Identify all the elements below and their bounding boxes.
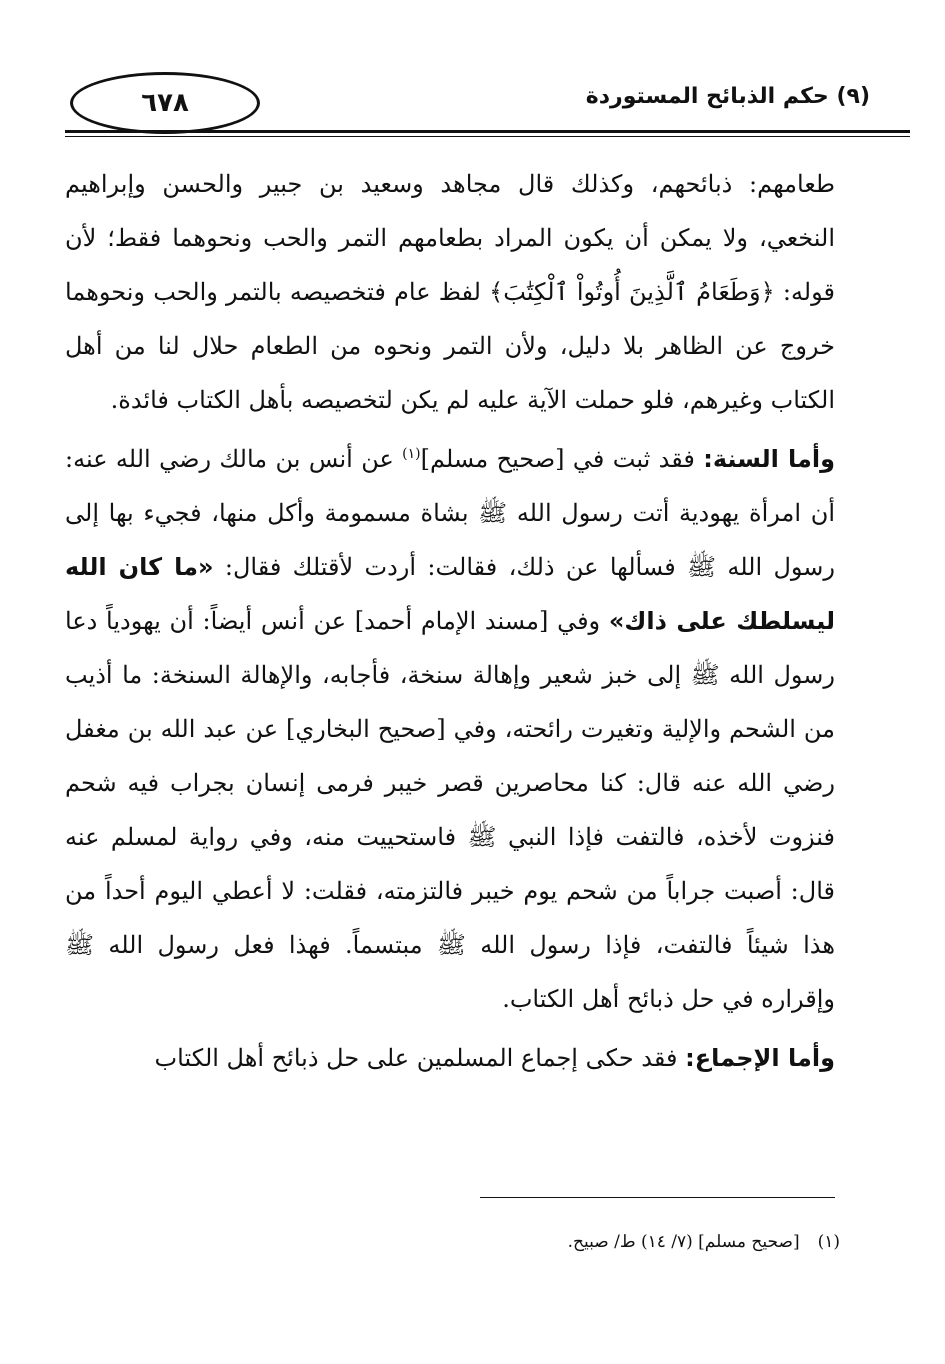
- paragraph-text: فقد ثبت في [صحيح مسلم]: [420, 445, 704, 473]
- running-title: (٩) حكم الذبائح المستوردة: [585, 84, 870, 109]
- footnote-separator: [480, 1197, 835, 1198]
- footnote-ref[interactable]: (١): [402, 446, 421, 462]
- section-lead-sunnah: وأما السنة:: [703, 445, 836, 473]
- footnote-number: (١): [817, 1232, 840, 1252]
- section-lead-ijma: وأما الإجماع:: [685, 1044, 835, 1072]
- hadith-quote: «ما كان الله ليسلطك على ذاك»: [65, 553, 835, 635]
- paragraph-ijma: [65, 1031, 835, 1085]
- page-number: ٦٧٨: [70, 72, 260, 134]
- footnote-text: [صحيح مسلم] (٧/ ١٤) ط/ صبيح.: [567, 1232, 800, 1252]
- paragraph-text: عن أنس بن مالك رضي الله عنه: أن امرأة يهودية أتت رسول الله ﷺ بشاة مسمومة وأكل منها، فجيء بها إلى رسول الله ﷺ فسألها عن ذلك، فقالت: أردت لأقتلك فقال:: [65, 445, 835, 581]
- paragraph-text: فقد حكى إجماع المسلمين على حل ذبائح أهل الكتاب: [154, 1044, 686, 1072]
- paragraph-1: طعامهم: ذبائحهم، وكذلك قال مجاهد وسعيد بن جبير والحسن وإبراهيم النخعي، ولا يمكن أن يكون المراد بطعامهم التمر والحب ونحوهما فقط؛ لأن قوله: ﴿وَطَعَامُ ٱلَّذِينَ أُوتُواْ ٱلْكِتَٰبَ﴾ لفظ عام فتخصيصه بالتمر والحب ونحوهما خروج عن الظاهر بلا دليل، ولأن التمر ونحوه من الطعام حلال لنا من أهل الكتاب وغيرهم، فلو حملت الآية عليه لم يكن لتخصيصه بأهل الكتاب فائدة.: [65, 170, 835, 414]
- paragraph-sunnah: [65, 432, 835, 1026]
- page-header: [40, 72, 910, 142]
- main-text: [65, 157, 835, 1085]
- paragraph-text: وفي [مسند الإمام أحمد] عن أنس أيضاً: أن يهودياً دعا رسول الله ﷺ إلى خبز شعير وإهالة سنخة، فأجابه، والإهالة السنخة: ما أذيب من الشحم والإلية وتغيرت رائحته، وفي [صحيح البخاري] عن عبد الله بن مغفل رضي الله عنه قال: كنا محاصرين قصر خيبر فرمى إنسان بجراب فيه شحم فنزوت لأخذه، فالتفت فإذا النبي ﷺ فاستحييت منه، وفي رواية لمسلم عنه قال: أصبت جراباً من شحم يوم خيبر فالتزمته، فقلت: لا أعطي اليوم أحداً من هذا شيئاً فالتفت، فإذا رسول الله ﷺ مبتسماً. فهذا فعل رسول الله ﷺ وإقراره في حل ذبائح أهل الكتاب.: [65, 607, 835, 1013]
- header-rule-thin: [65, 136, 910, 137]
- header-rule: [65, 130, 910, 133]
- footnote: [568, 1232, 840, 1252]
